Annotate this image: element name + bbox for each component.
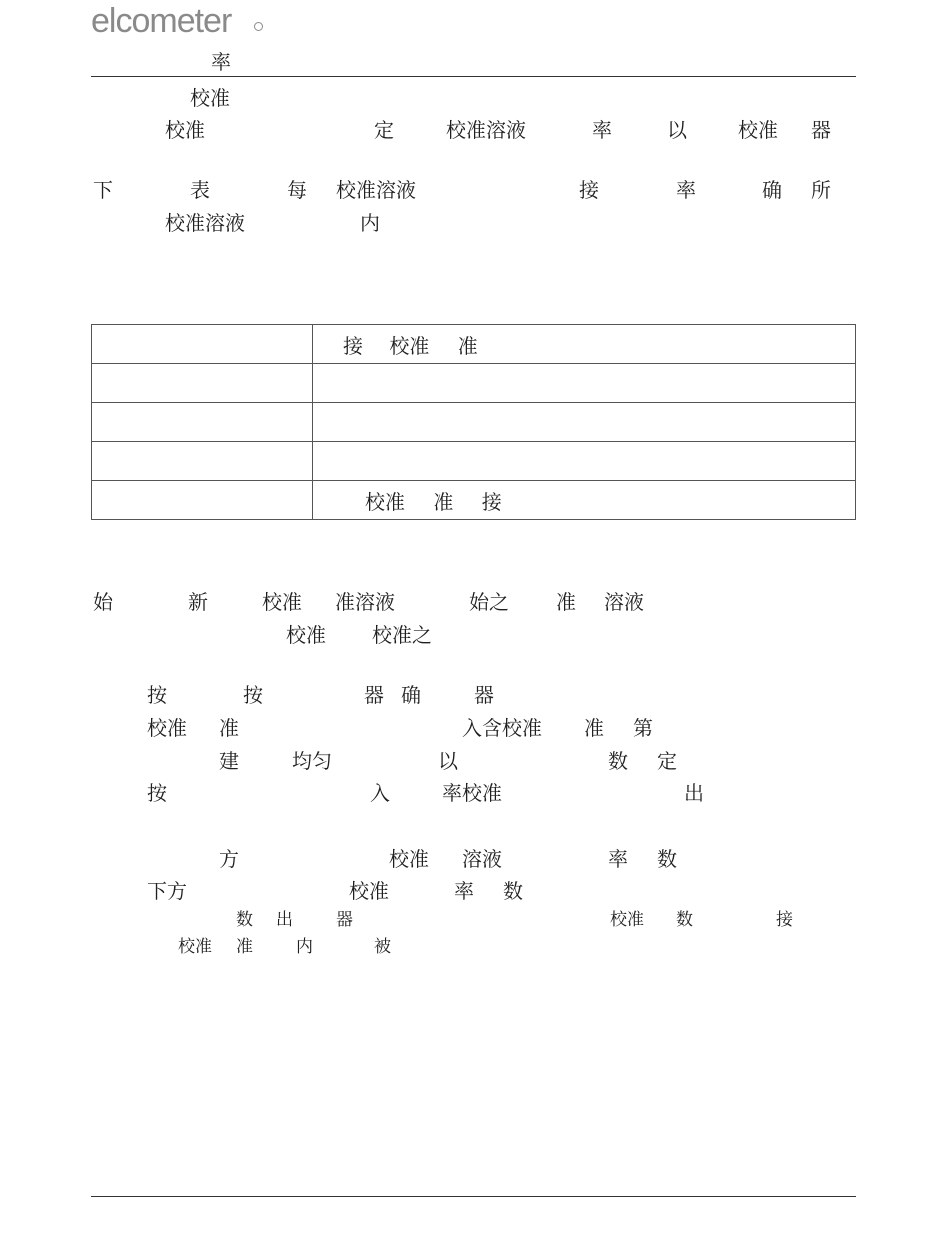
cell-text: 校准 bbox=[389, 333, 430, 358]
text-fragment: 建 bbox=[219, 749, 239, 773]
text-fragment: 率 bbox=[676, 178, 696, 202]
text-fragment: 准 bbox=[584, 716, 604, 740]
text-fragment: 以 bbox=[667, 118, 687, 142]
text-fragment: 数 bbox=[503, 879, 523, 903]
text-fragment: 每 bbox=[287, 178, 307, 202]
text-fragment: 定 bbox=[657, 749, 677, 773]
text-fragment: 表 bbox=[190, 178, 210, 202]
table-cell bbox=[313, 364, 856, 403]
table-row bbox=[92, 481, 856, 520]
elcometer-logo: elcometer bbox=[91, 2, 232, 40]
text-fragment: 校准 bbox=[610, 910, 644, 930]
text-fragment: 校准 bbox=[738, 118, 778, 142]
text-fragment: 第 bbox=[633, 716, 653, 740]
text-fragment: 率 bbox=[454, 879, 474, 903]
text-fragment: 率 bbox=[608, 847, 628, 871]
table-cell bbox=[92, 403, 313, 442]
table-row bbox=[92, 364, 856, 403]
text-fragment: 新 bbox=[188, 590, 208, 614]
text-fragment: 校准 bbox=[147, 716, 187, 740]
text-fragment: 率 bbox=[592, 118, 612, 142]
text-fragment: 器 bbox=[474, 683, 494, 707]
text-fragment: 确 bbox=[762, 178, 782, 202]
text-fragment: 始之 bbox=[469, 590, 509, 614]
header-divider bbox=[91, 76, 856, 77]
text-fragment: 校准溶液 bbox=[336, 178, 416, 202]
table-cell bbox=[313, 403, 856, 442]
text-fragment: 出 bbox=[276, 910, 293, 930]
table-row bbox=[92, 325, 856, 364]
cell-text: 校准 bbox=[365, 489, 405, 514]
text-fragment: 入含校准 bbox=[462, 716, 542, 740]
text-fragment: 下方 bbox=[147, 879, 187, 903]
text-fragment: 准 bbox=[219, 716, 239, 740]
text-fragment: 数 bbox=[236, 910, 253, 930]
text-fragment: 始 bbox=[93, 590, 113, 614]
table-cell bbox=[92, 364, 313, 403]
text-fragment: 下 bbox=[93, 178, 113, 202]
text-fragment: 器 bbox=[336, 910, 353, 930]
table-cell bbox=[92, 442, 313, 481]
text-fragment: 校准 bbox=[286, 623, 326, 647]
text-fragment: 定 bbox=[374, 118, 394, 142]
table-cell bbox=[313, 442, 856, 481]
text-fragment: 按 bbox=[147, 781, 167, 805]
cell-text: 接 bbox=[343, 333, 363, 358]
text-fragment: 按 bbox=[243, 683, 263, 707]
table-row bbox=[92, 442, 856, 481]
text-fragment: 入 bbox=[370, 781, 390, 805]
text-fragment: 校准 bbox=[178, 937, 212, 957]
text-fragment: 校准 bbox=[349, 879, 389, 903]
text-fragment: 确 bbox=[401, 683, 421, 707]
text-fragment: 准 bbox=[556, 590, 576, 614]
text-fragment: 校准之 bbox=[372, 623, 432, 647]
text-fragment: 所 bbox=[811, 178, 831, 202]
text-fragment: 校准溶液 bbox=[446, 118, 526, 142]
text-fragment: 接 bbox=[579, 178, 599, 202]
text-fragment: 出 bbox=[684, 781, 704, 805]
table-cell bbox=[92, 481, 313, 520]
text-fragment: 数 bbox=[657, 847, 677, 871]
text-fragment: 校准 bbox=[389, 847, 429, 871]
table-row bbox=[92, 403, 856, 442]
text-fragment: 校准 bbox=[165, 118, 205, 142]
text-fragment: 以 bbox=[438, 749, 458, 773]
text-fragment: 数 bbox=[608, 749, 628, 773]
text-fragment: 准溶液 bbox=[335, 590, 395, 614]
text-fragment: 内 bbox=[296, 937, 313, 957]
table-cell bbox=[313, 325, 856, 364]
text-fragment: 器 bbox=[811, 118, 831, 142]
text-fragment: 内 bbox=[360, 211, 380, 235]
text-fragment: 被 bbox=[374, 937, 391, 957]
text-fragment: 溶液 bbox=[604, 590, 644, 614]
text-fragment: 溶液 bbox=[462, 847, 502, 871]
cell-text: 准 bbox=[457, 333, 478, 358]
section-title: 率 bbox=[211, 50, 231, 74]
logo-registered-mark-icon bbox=[254, 22, 263, 31]
text-fragment: 数 bbox=[676, 910, 693, 930]
section-heading-calibration: 校准 bbox=[190, 86, 230, 110]
calibration-standards-table bbox=[91, 324, 856, 520]
text-fragment: 器 bbox=[364, 683, 384, 707]
table-cell bbox=[313, 481, 856, 520]
table-cell bbox=[92, 325, 313, 364]
text-fragment: 均匀 bbox=[292, 749, 332, 773]
text-fragment: 率校准 bbox=[442, 781, 502, 805]
text-fragment: 接 bbox=[776, 910, 793, 930]
footer-divider bbox=[91, 1196, 856, 1197]
text-fragment: 准 bbox=[236, 937, 253, 957]
text-fragment: 方 bbox=[219, 847, 239, 871]
text-fragment: 校准 bbox=[262, 590, 302, 614]
text-fragment: 按 bbox=[147, 683, 167, 707]
cell-text: 准 bbox=[433, 489, 454, 514]
cell-text: 接 bbox=[481, 489, 502, 514]
text-fragment: 校准溶液 bbox=[165, 211, 245, 235]
